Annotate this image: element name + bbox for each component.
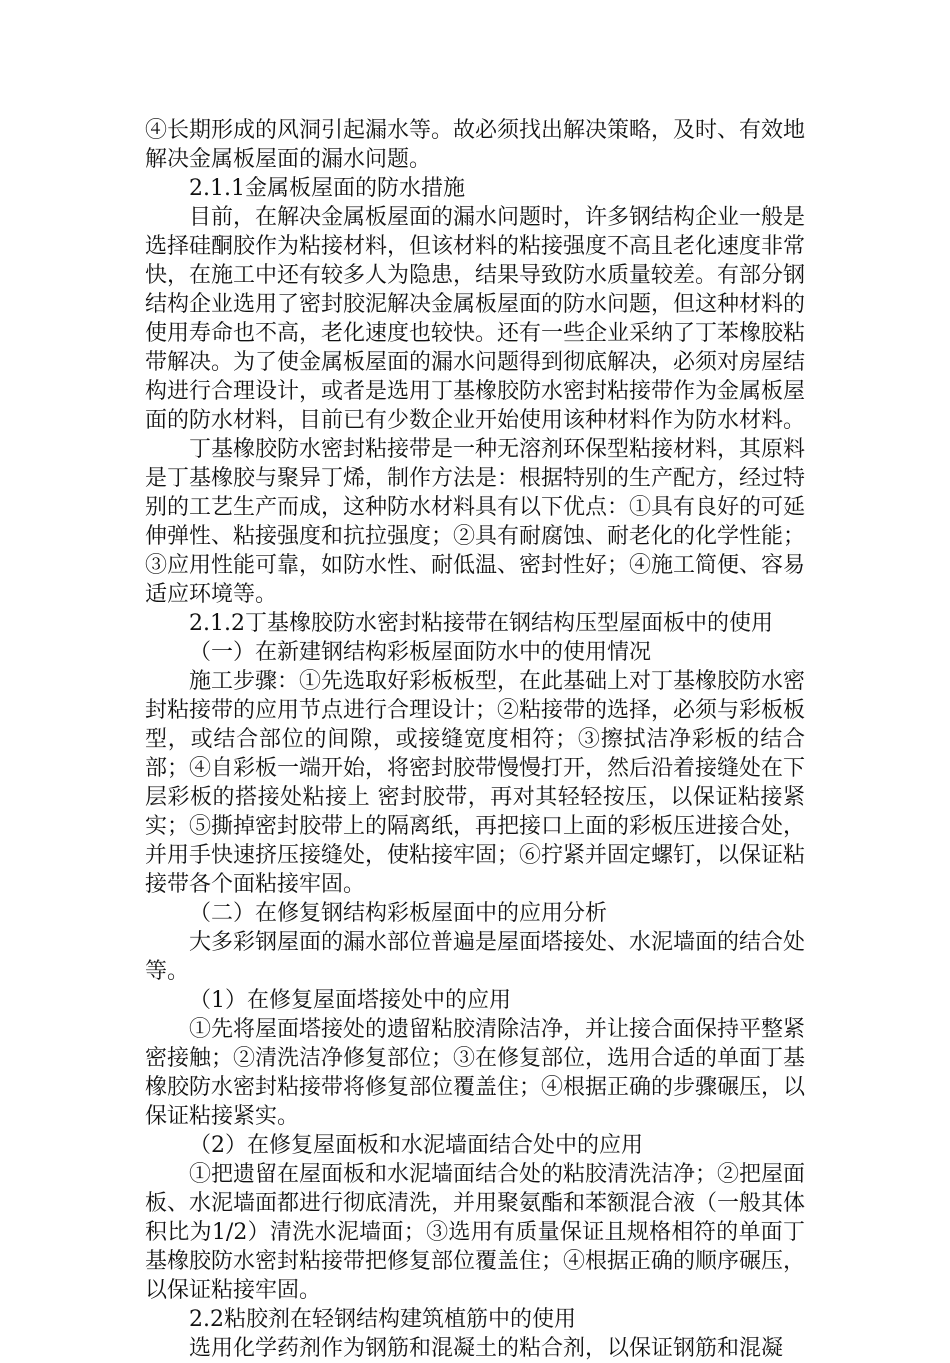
- paragraph-1: ④长期形成的风洞引起漏水等。故必须找出解决策略，及时、有效地解决金属板屋面的漏水问题。: [145, 118, 806, 172]
- paragraph-4: 丁基橡胶防水密封粘接带是一种无溶剂环保型粘接材料，其原料是丁基橡胶与聚异丁烯，制作方法是：根据特别的生产配方，经过特别的工艺生产而成，这种防水材料具有以下优点：①具有良好的可延伸弹性、粘接强度和抗拉强度；②具有耐腐蚀、耐老化的化学性能；③应用性能可靠，如防水性、耐低温、密封性好；④施工简便、容易适应环境等。: [145, 437, 806, 607]
- item-heading-1: （1）在修复屋面塔接处中的应用: [189, 988, 511, 1013]
- section-heading-2-2: 2.2粘胶剂在轻钢结构建筑植筋中的使用: [189, 1307, 576, 1332]
- paragraph-9: 大多彩钢屋面的漏水部位普遍是屋面塔接处、水泥墙面的结合处等。: [145, 930, 806, 984]
- subsection-heading-1: （一）在新建钢结构彩板屋面防水中的使用情况: [189, 640, 652, 665]
- item-heading-2: （2）在修复屋面板和水泥墙面结合处中的应用: [189, 1133, 643, 1158]
- paragraph-11: ①先将屋面塔接处的遗留粘胶清除洁净，并让接合面保持平整紧密接触；②清洗洁净修复部位；③在修复部位，选用合适的单面丁基橡胶防水密封粘接带将修复部位覆盖住；④根据正确的步骤碾压，以保证粘接紧实。: [145, 1017, 806, 1129]
- section-heading-2-1-2: 2.1.2丁基橡胶防水密封粘接带在钢结构压型屋面板中的使用: [189, 611, 773, 636]
- subsection-heading-2: （二）在修复钢结构彩板屋面中的应用分析: [189, 901, 608, 926]
- paragraph-7: 施工步骤：①先选取好彩板板型，在此基础上对丁基橡胶防水密封粘接带的应用节点进行合理设计；②粘接带的选择，必须与彩板板型，或结合部位的间隙，或接缝宽度相符；③擦拭洁净彩板的结合部；④自彩板一端开始，将密封胶带慢慢打开，然后沿着接缝处在下层彩板的搭接处粘接上 密封胶带，再对其轻轻按压，以保证粘接紧实；⑤撕掉密封胶带上的隔离纸，再把接口上面的彩板压进接合处，并用手快速挤压接缝处，使粘接牢固；⑥拧紧并固定螺钉，以保证粘接带各个面粘接牢固。: [145, 669, 806, 897]
- paragraph-13: ①把遗留在屋面板和水泥墙面结合处的粘胶清洗洁净；②把屋面板、水泥墙面都进行彻底清洗，并用聚氨酯和苯额混合液（一般其体积比为1/2）清洗水泥墙面；③选用有质量保证且规格相符的单面丁基橡胶防水密封粘接带把修复部位覆盖住；④根据正确的顺序碾压，以保证粘接牢固。: [145, 1162, 806, 1303]
- document-page: [145, 116, 805, 1363]
- section-heading-2-1-1: 2.1.1金属板屋面的防水措施: [189, 176, 465, 201]
- paragraph-3: 目前，在解决金属板屋面的漏水问题时，许多钢结构企业一般是选择硅酮胶作为粘接材料，但该材料的粘接强度不高且老化速度非常快，在施工中还有较多人为隐患，结果导致防水质量较差。有部分钢结构企业选用了密封胶泥解决金属板屋面的防水问题，但这种材料的使用寿命也不高，老化速度也较快。还有一些企业采纳了丁苯橡胶粘带解决。为了使金属板屋面的漏水问题得到彻底解决，必须对房屋结构进行合理设计，或者是选用丁基橡胶防水密封粘接带作为金属板屋面的防水材料，目前已有少数企业开始使用该种材料作为防水材料。: [145, 205, 806, 433]
- paragraph-15: 选用化学药剂作为钢筋和混凝土的粘合剂，以保证钢筋和混凝: [189, 1336, 784, 1361]
